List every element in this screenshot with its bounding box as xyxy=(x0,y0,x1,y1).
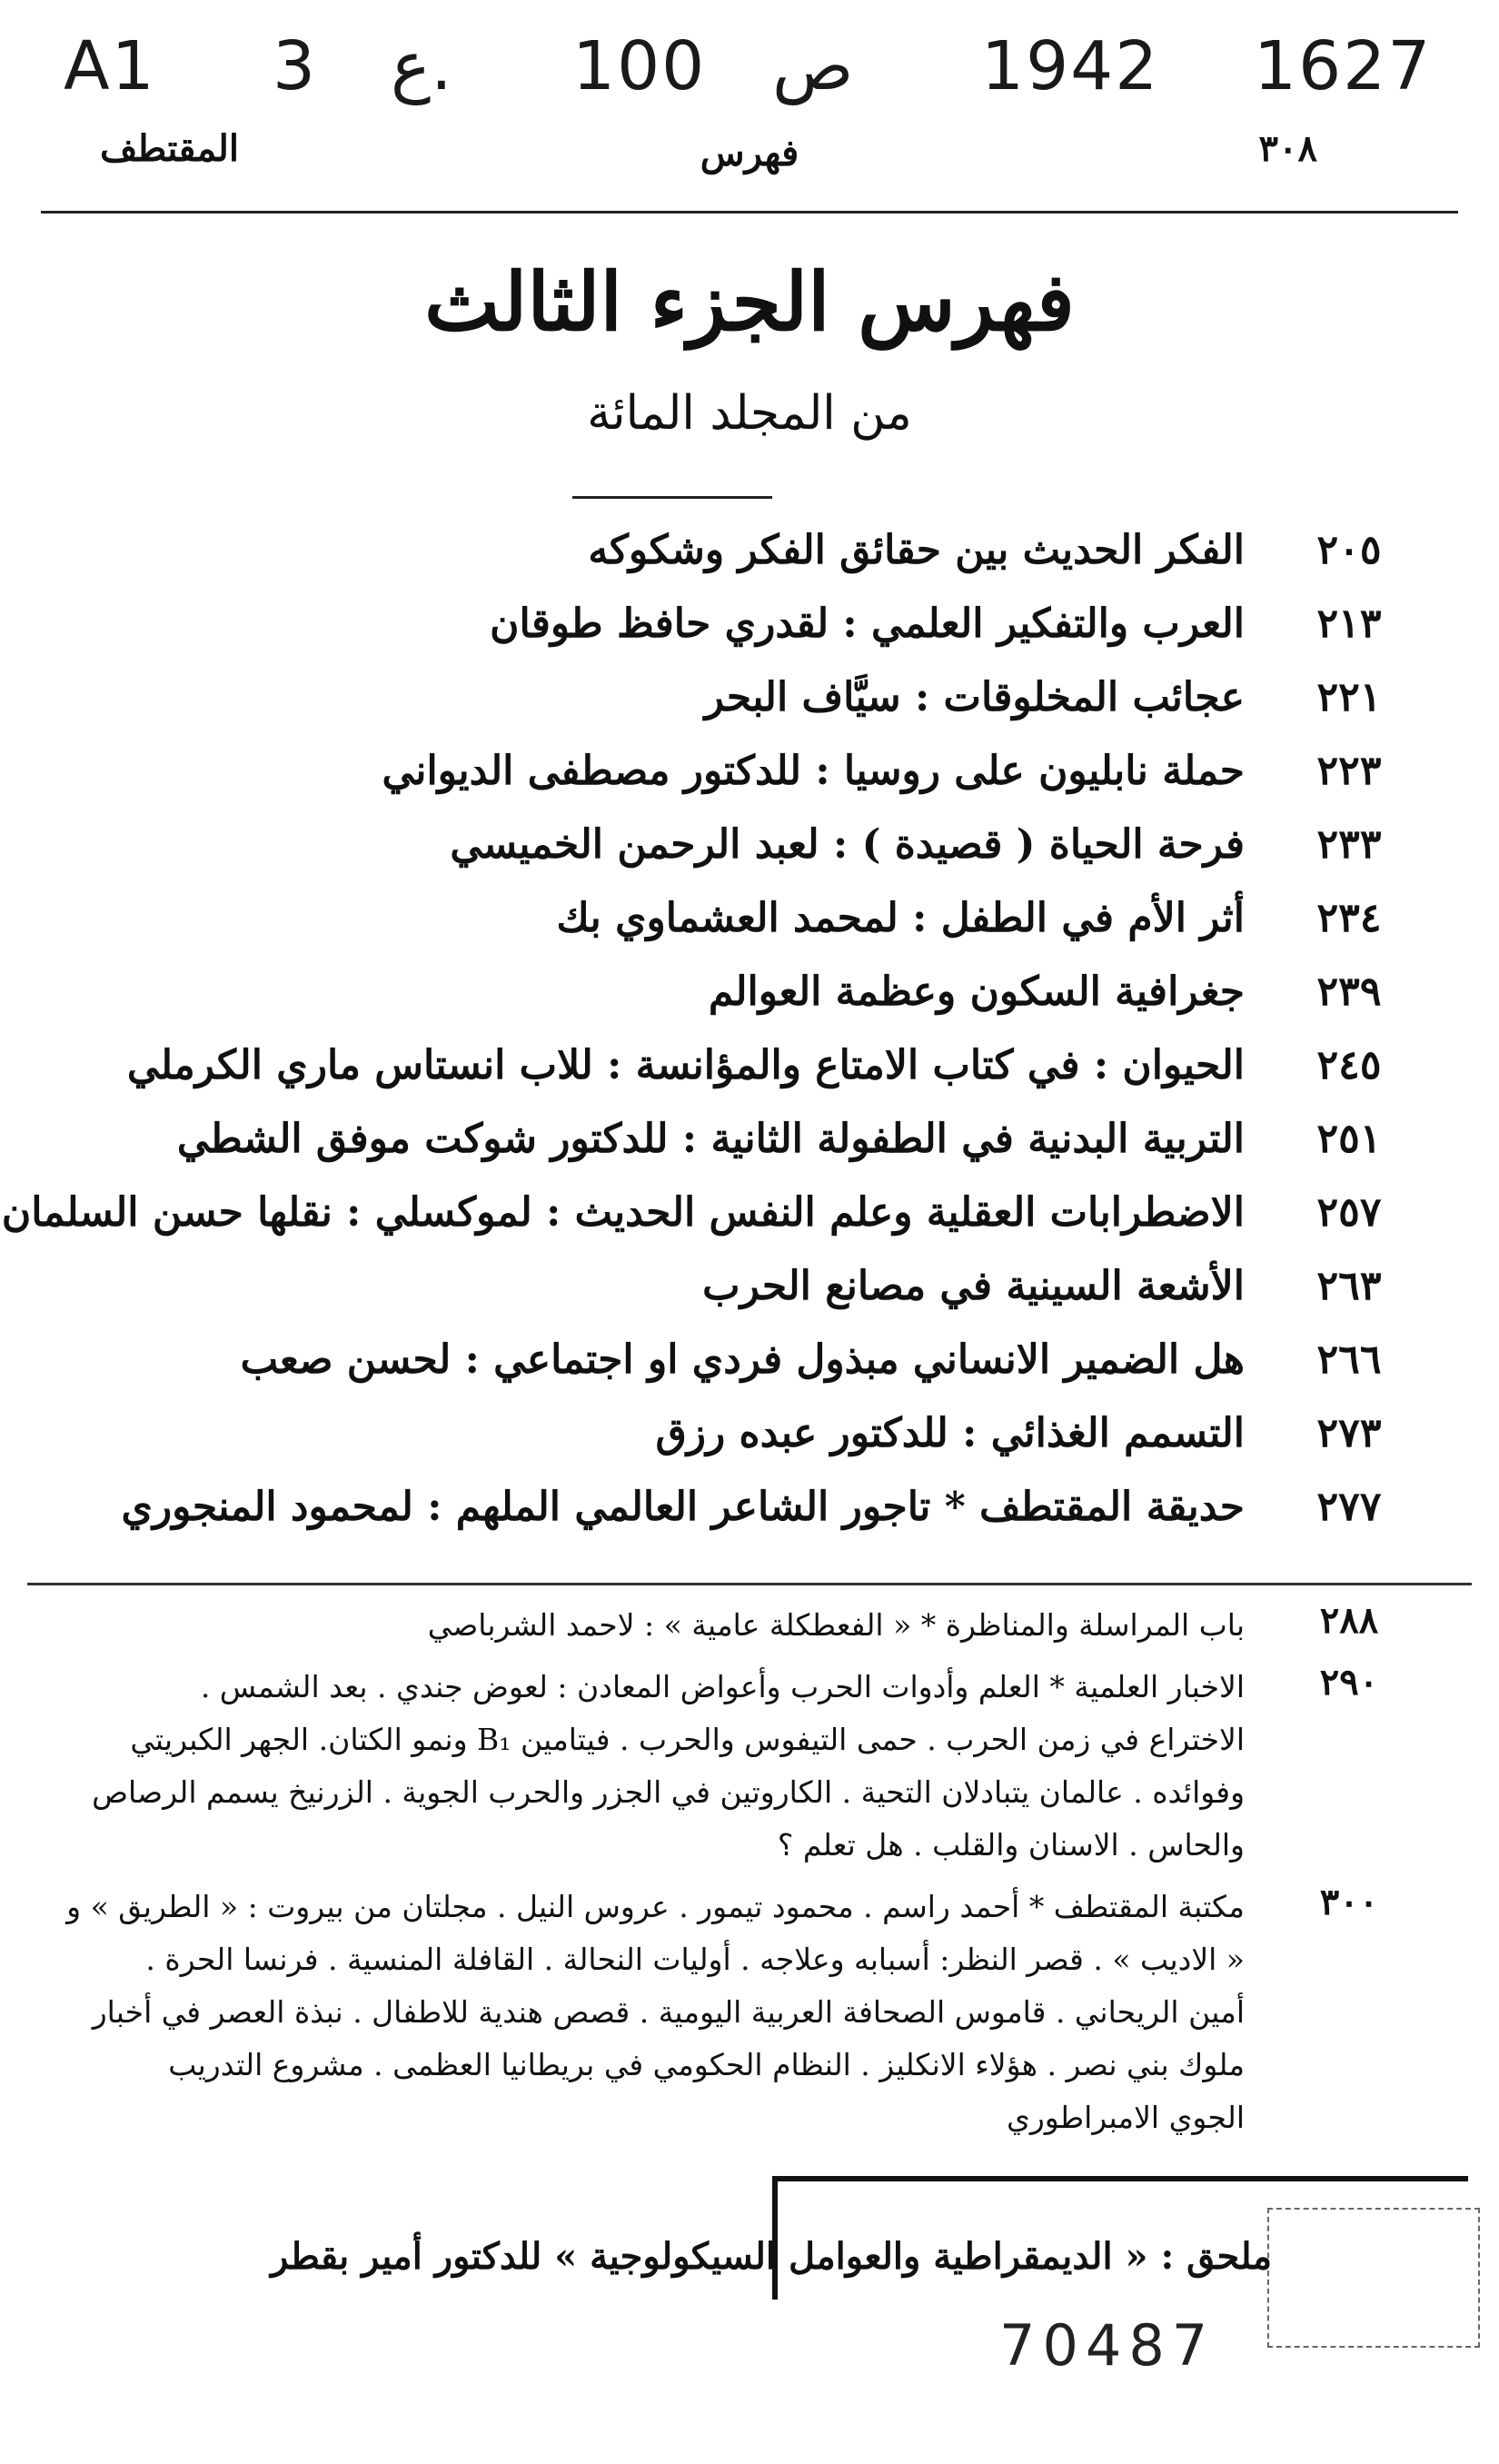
toc-title: الفكر الحديث بين حقائق الفكر وشكوكه xyxy=(588,527,1245,573)
toc-page: ٢٤٥ xyxy=(1316,1042,1382,1088)
handwritten-annotations xyxy=(64,18,1481,118)
toc-entry xyxy=(109,969,1399,1042)
magazine-name: المقتطف xyxy=(100,127,239,170)
handwritten-mark: 100 xyxy=(572,27,707,105)
toc-entry xyxy=(109,748,1399,821)
handwritten-mark: 3 xyxy=(273,27,318,105)
misc-entry xyxy=(27,1599,1399,1652)
toc-entry xyxy=(109,1484,1399,1557)
toc-title: حملة نابليون على روسيا : للدكتور مصطفى الديواني xyxy=(382,748,1245,794)
page-subtitle: من المجلد المائة xyxy=(587,386,912,441)
misc-line: الاختراع في زمن الحرب . حمى التيفوس والحرب . فيتامين B₁ ونمو الكتان. الجهر الكبريتي xyxy=(130,1722,1245,1757)
header-divider xyxy=(41,211,1458,214)
handwritten-mark: ع. xyxy=(391,27,452,105)
toc-title: الاضطرابات العقلية وعلم النفس الحديث : لموكسلي : نقلها حسن السلمان xyxy=(1,1189,1245,1236)
toc-title: الأشعة السينية في مصانع الحرب xyxy=(702,1263,1245,1309)
running-head xyxy=(0,127,1499,182)
toc-title: العرب والتفكير العلمي : لقدري حافظ طوقان xyxy=(490,601,1245,647)
misc-sections xyxy=(27,1599,1399,2153)
toc-page: ٢٥١ xyxy=(1316,1116,1382,1162)
running-section: فهرس xyxy=(700,132,799,174)
toc-title: عجائب المخلوقات : سيَّاف البحر xyxy=(704,674,1245,720)
misc-line: باب المراسلة والمناظرة * « الفعطكلة عامية » : لاحمد الشرباصي xyxy=(427,1607,1245,1643)
table-of-contents xyxy=(1,527,1399,1557)
toc-entry xyxy=(109,601,1399,674)
misc-page: ٢٨٨ xyxy=(1319,1599,1379,1642)
toc-page: ٢٦٣ xyxy=(1316,1263,1382,1309)
toc-page: ٢٧٣ xyxy=(1316,1410,1382,1456)
misc-page: ٣٠٠ xyxy=(1319,1881,1379,1923)
toc-title: التربية البدنية في الطفولة الثانية : للدكتور شوكت موفق الشطي xyxy=(176,1116,1245,1162)
toc-title: فرحة الحياة ( قصيدة ) : لعبد الرحمن الخميسي xyxy=(450,821,1245,868)
toc-page: ٢٧٧ xyxy=(1316,1484,1382,1530)
toc-title: أثر الأم في الطفل : لمحمد العشماوي بك xyxy=(556,895,1245,941)
page-number: ٣٠٨ xyxy=(1258,127,1317,170)
toc-entry xyxy=(109,527,1399,601)
page-title: فهرس الجزء الثالث xyxy=(424,254,1075,349)
toc-entry xyxy=(109,821,1399,895)
stamp-number: 70487 xyxy=(999,2312,1216,2379)
toc-page: ٢٣٤ xyxy=(1316,895,1382,941)
misc-line: والحاس . الاسنان والقلب . هل تعلم ؟ xyxy=(777,1827,1245,1863)
toc-page: ٢٣٩ xyxy=(1316,969,1382,1015)
misc-line: ملوك بني نصر . هؤلاء الانكليز . النظام الحكومي في بريطانيا العظمى . مشروع التدريب xyxy=(168,2047,1245,2082)
scan-artifact xyxy=(1267,2208,1480,2348)
misc-line: الجوي الامبراطوري xyxy=(1007,2100,1245,2135)
toc-title: جغرافية السكون وعظمة العوالم xyxy=(708,969,1245,1015)
toc-page: ٢١٣ xyxy=(1316,601,1382,647)
misc-line: الاخبار العلمية * العلم وأدوات الحرب وأعواض المعادن : لعوض جندي . بعد الشمس . xyxy=(200,1669,1245,1704)
supplement-line: ملحق : « الديمقراطية والعوامل السيكولوجية » للدكتور أمير بقطر xyxy=(270,2235,1272,2278)
toc-page: ٢٦٦ xyxy=(1316,1336,1382,1383)
title-divider xyxy=(572,496,772,499)
toc-title: هل الضمير الانساني مبذول فردي او اجتماعي : لحسن صعب xyxy=(240,1336,1245,1383)
toc-title: التسمم الغذائي : للدكتور عبده رزق xyxy=(655,1410,1245,1456)
toc-page: ٢٠٥ xyxy=(1316,527,1382,573)
misc-page: ٢٩٠ xyxy=(1319,1661,1379,1704)
toc-entry xyxy=(109,1336,1399,1410)
misc-line: وفوائده . عالمان يتبادلان التحية . الكاروتين في الجزر والحرب الجوية . الزرنيخ يسمم الرصاص xyxy=(92,1774,1245,1810)
handwritten-mark: ص xyxy=(772,27,854,105)
misc-line: مكتبة المقتطف * أحمد راسم . محمود تيمور . عروس النيل . مجلتان من بيروت : « الطريق » و xyxy=(66,1889,1245,1924)
misc-line: أمين الريحاني . قاموس الصحافة العربية اليومية . قصص هندية للاطفال . نبذة العصر في أخبار xyxy=(92,1994,1245,2030)
handwritten-mark: 1627 xyxy=(1254,27,1433,105)
toc-page: ٢٥٧ xyxy=(1316,1189,1382,1236)
misc-entry xyxy=(27,1881,1399,2144)
misc-line: « الاديب » . قصر النظر: أسبابه وعلاجه . أوليات النحالة . القافلة المنسية . فرنسا الحرة . xyxy=(145,1942,1245,1977)
toc-entry xyxy=(109,1410,1399,1484)
misc-entry xyxy=(27,1661,1399,1872)
section-divider xyxy=(27,1583,1472,1585)
toc-entry xyxy=(109,1263,1399,1336)
handwritten-mark: 1942 xyxy=(981,27,1160,105)
toc-page: ٢٢١ xyxy=(1316,674,1382,720)
toc-title: الحيوان : في كتاب الامتاع والمؤانسة : للاب انستاس ماري الكرملي xyxy=(126,1042,1245,1088)
handwritten-mark: A1 xyxy=(64,27,156,105)
toc-entry xyxy=(109,674,1399,748)
toc-entry xyxy=(1,1189,1399,1263)
toc-page: ٢٣٣ xyxy=(1316,821,1382,868)
toc-entry xyxy=(109,1042,1399,1116)
toc-entry xyxy=(109,1116,1399,1189)
toc-page: ٢٢٣ xyxy=(1316,748,1382,794)
toc-title: حديقة المقتطف * تاجور الشاعر العالمي الملهم : لمحمود المنجوري xyxy=(121,1484,1245,1530)
toc-entry xyxy=(109,895,1399,969)
